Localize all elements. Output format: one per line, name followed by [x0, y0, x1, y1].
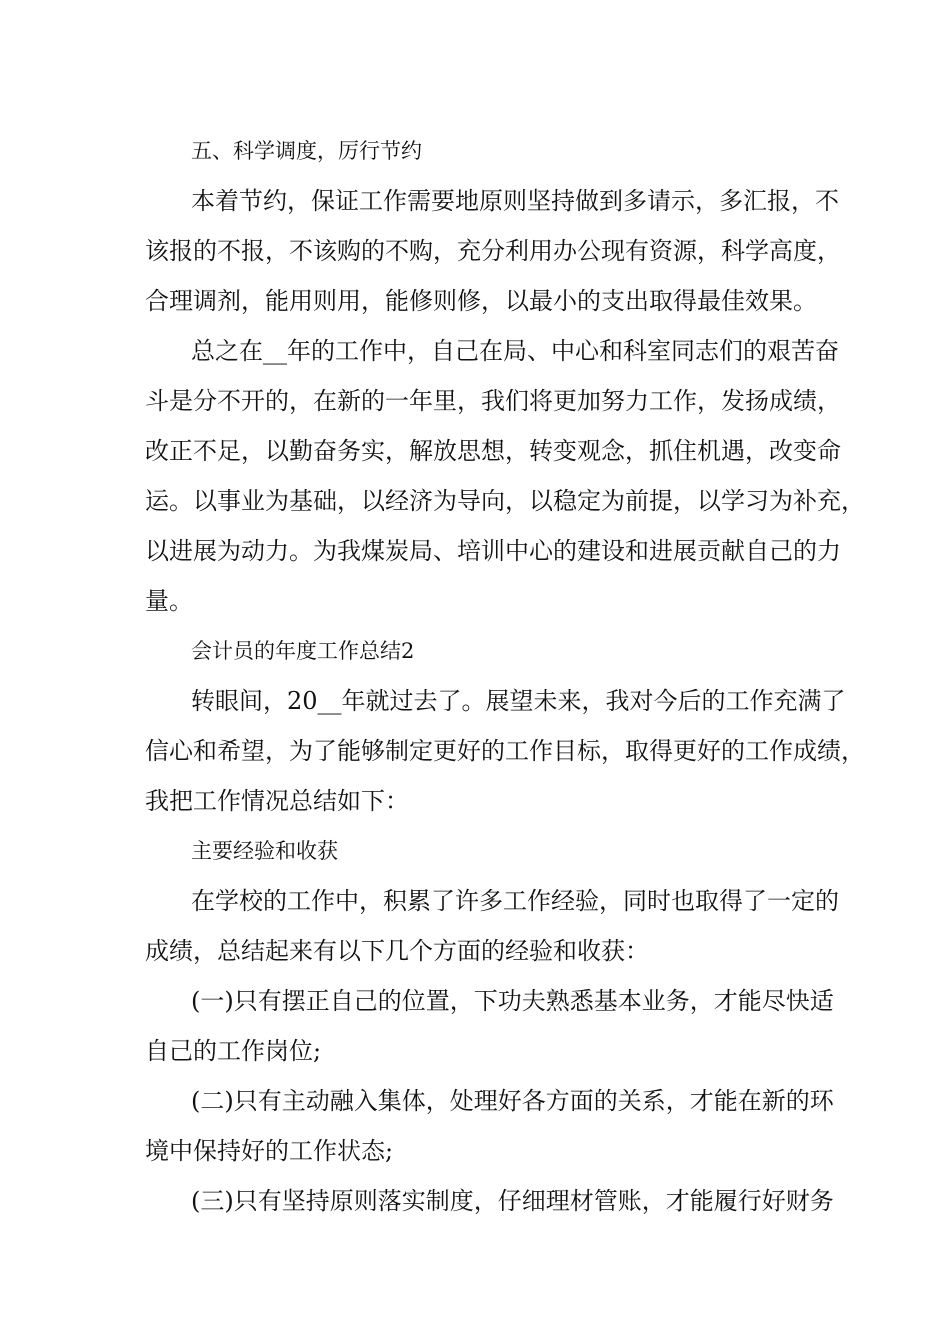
paragraph-line: 改正不足，以勤奋务实，解放思想，转变观念，抓住机遇，改变命 — [145, 437, 841, 465]
paragraph-line: 总之在__年的工作中，自己在局、中心和科室同志们的艰苦奋 — [191, 337, 839, 365]
paragraph-line: 境中保持好的工作状态; — [145, 1137, 394, 1165]
section-heading-5: 五、科学调度，厉行节约 — [191, 139, 422, 163]
subheading-experience: 主要经验和收获 — [191, 839, 338, 863]
list-item-2: (二)只有主动融入集体，处理好各方面的关系，才能在新的环 — [191, 1087, 834, 1115]
paragraph-line: 该报的不报，不该购的不购，充分利用办公现有资源，科学高度， — [145, 237, 841, 265]
paragraph-line: 量。 — [145, 587, 193, 615]
document-body — [145, 126, 865, 1226]
paragraph-line: 信心和希望，为了能够制定更好的工作目标，取得更好的工作成绩， — [145, 737, 865, 765]
paragraph-line: 以进展为动力。为我煤炭局、培训中心的建设和进展贡献自己的力 — [145, 537, 841, 565]
paragraph-line: 自己的工作岗位; — [145, 1037, 322, 1065]
paragraph-line: 我把工作情况总结如下： — [145, 787, 409, 815]
paragraph-line: 运。以事业为基础，以经济为导向，以稳定为前提，以学习为补充， — [145, 487, 865, 515]
article-title-2: 会计员的年度工作总结2 — [191, 639, 415, 663]
paragraph-line: 在学校的工作中，积累了许多工作经验，同时也取得了一定的 — [191, 887, 839, 915]
paragraph-line: 合理调剂，能用则用，能修则修，以最小的支出取得最佳效果。 — [145, 287, 817, 315]
paragraph-line: 本着节约，保证工作需要地原则坚持做到多请示，多汇报，不 — [191, 187, 839, 215]
paragraph-line: 成绩，总结起来有以下几个方面的经验和收获： — [145, 937, 649, 965]
list-item-1: (一)只有摆正自己的位置，下功夫熟悉基本业务，才能尽快适 — [191, 987, 834, 1015]
paragraph-line: 斗是分不开的，在新的一年里，我们将更加努力工作，发扬成绩， — [145, 387, 841, 415]
paragraph-line: 转眼间，20__年就过去了。展望未来，我对今后的工作充满了 — [191, 687, 846, 715]
list-item-3: (三)只有坚持原则落实制度，仔细理材管账，才能履行好财务 — [191, 1187, 834, 1215]
